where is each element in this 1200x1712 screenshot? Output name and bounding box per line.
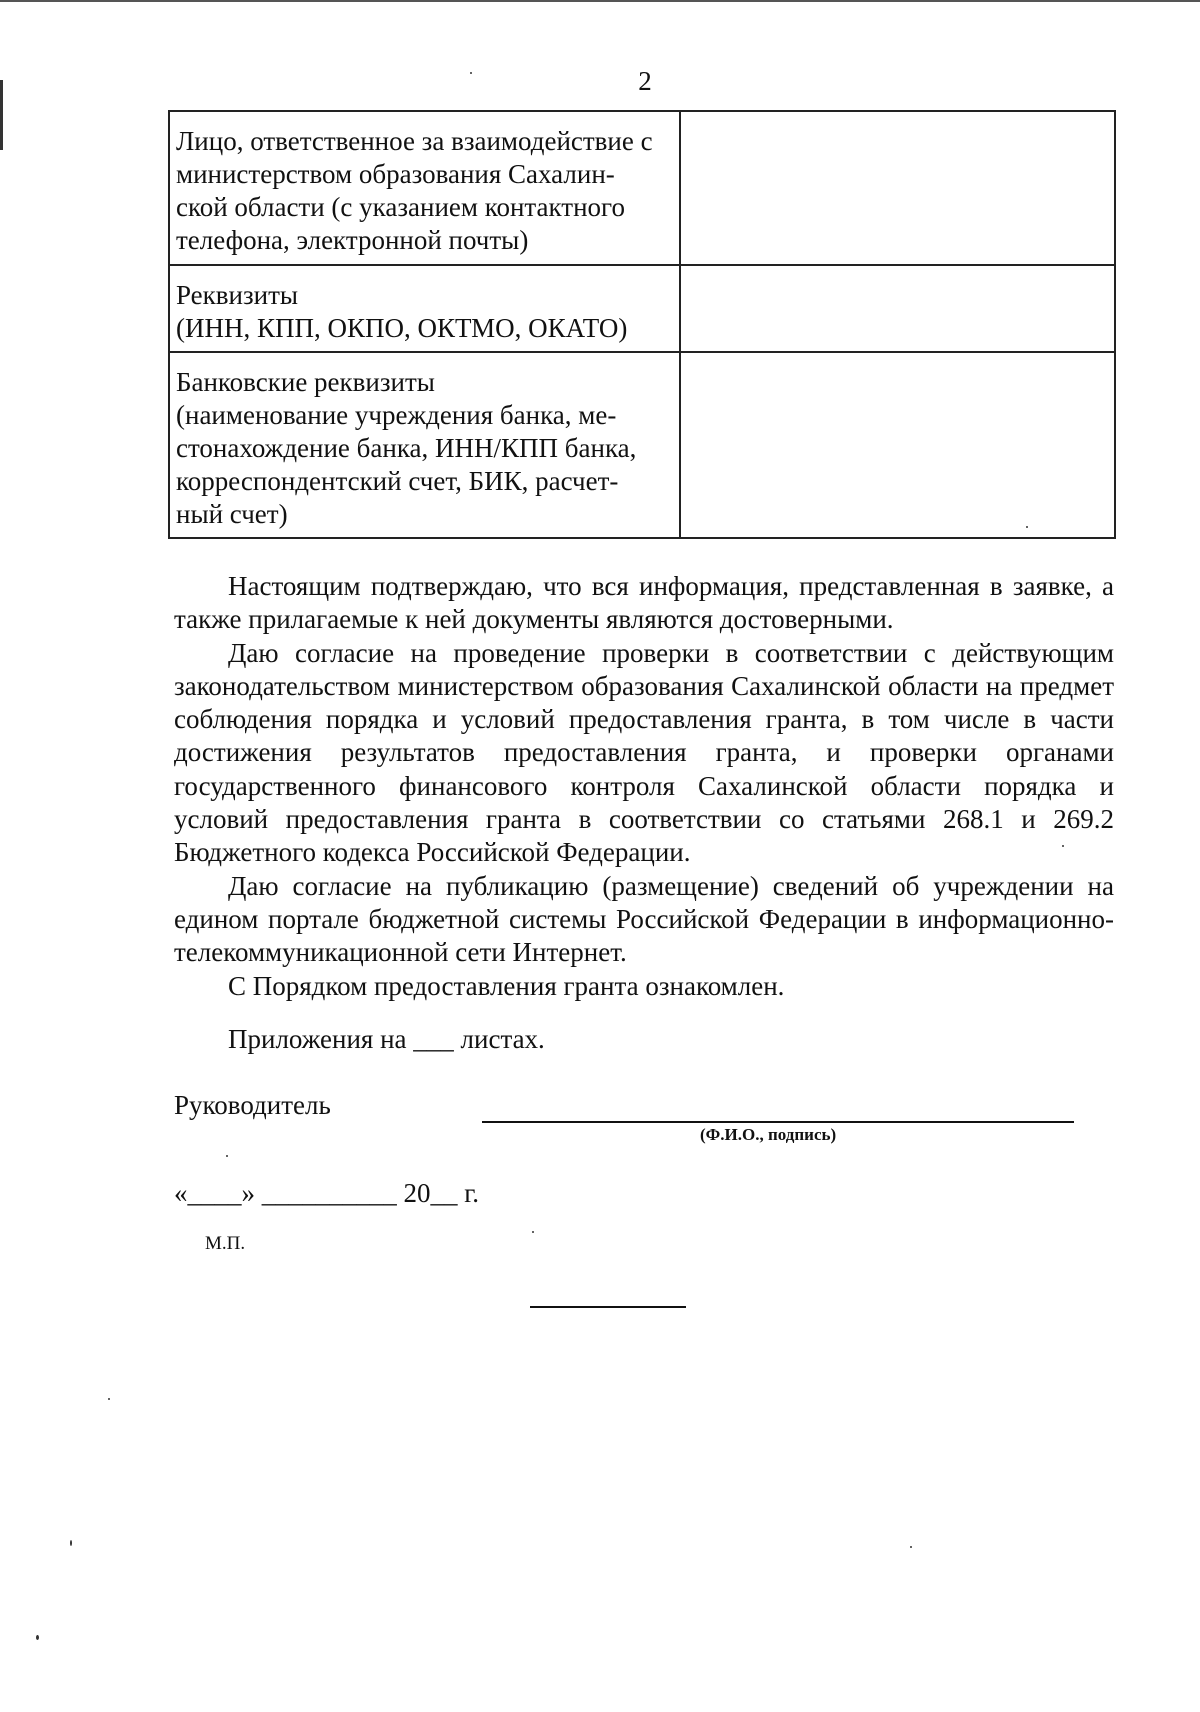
scan-speck (226, 1155, 228, 1157)
label-line: Реквизиты (176, 280, 299, 310)
table-row (169, 265, 1115, 352)
scan-speck (532, 1231, 534, 1233)
label-line: телефона, электронной почты) (176, 225, 529, 255)
scan-top-edge (0, 0, 1200, 2)
row-label-bank-requisites (169, 352, 680, 538)
scan-speck (70, 1540, 72, 1546)
label-line: Банковские реквизиты (176, 367, 435, 397)
table-row (169, 111, 1115, 265)
paragraph-audit-consent: Даю согласие на проведение проверки в соответствии с действующим законодательством министерством образования Сахалинской области на предмет соблюдения порядка и условий предоставления гранта, в том числе в части достижения результатов предоставления гранта, и проверки органами государственного финансового контроля Сахалинской области порядка и условий предоставления гранта в соответствии со статьями 268.1 и 269.2 Бюджетного кодекса Российской Федерации. (174, 637, 1114, 868)
date-line[interactable]: «____» __________ 20__ г. (174, 1178, 480, 1208)
scan-speck (470, 72, 472, 74)
row-value-requisites[interactable] (680, 265, 1115, 352)
label-line: (ИНН, КПП, ОКПО, ОКТМО, ОКАТО) (176, 313, 628, 343)
requisites-table (168, 110, 1116, 539)
paragraph-attachments: Приложения на ___ листах. (228, 1023, 545, 1054)
scan-speck (36, 1635, 39, 1640)
label-line: министерством образования Сахалин- (176, 159, 615, 189)
paragraph-publication-consent: Даю согласие на публикацию (размещение) сведений об учреждении на едином портале бюджетной системы Российской Федерации в информационно-телекоммуникационной сети Интернет. (174, 870, 1114, 968)
scan-speck (1062, 845, 1064, 847)
end-rule-divider (530, 1306, 686, 1308)
stamp-placeholder: М.П. (205, 1233, 246, 1254)
declaration-text (174, 570, 1114, 1056)
paragraph-acknowledgement: С Порядком предоставления гранта ознакомлен. (228, 970, 785, 1001)
table-row (169, 352, 1115, 538)
row-label-contact-person (169, 111, 680, 265)
row-label-requisites (169, 265, 680, 352)
label-line: ный счет) (176, 499, 288, 529)
scan-speck (108, 1398, 110, 1400)
paragraph-confirmation: Настоящим подтверждаю, что вся информация, представленная в заявке, а также прилагаемые к ней документы являются достоверными. (174, 571, 1114, 635)
signature-caption: (Ф.И.О., подпись) (700, 1125, 837, 1144)
scan-speck (910, 1546, 912, 1548)
signature-line[interactable] (482, 1121, 1074, 1123)
scan-speck (1026, 526, 1028, 528)
page-number: 2 (638, 66, 652, 96)
scan-margin-mark (0, 80, 3, 150)
row-value-bank-requisites[interactable] (680, 352, 1115, 538)
signer-role: Руководитель (174, 1090, 331, 1120)
label-line: (наименование учреждения банка, ме- (176, 400, 617, 430)
label-line: ской области (с указанием контактного (176, 192, 625, 222)
label-line: Лицо, ответственное за взаимодействие с (176, 126, 653, 156)
row-value-contact-person[interactable] (680, 111, 1115, 265)
label-line: корреспондентский счет, БИК, расчет- (176, 466, 619, 496)
label-line: стонахождение банка, ИНН/КПП банка, (176, 433, 637, 463)
